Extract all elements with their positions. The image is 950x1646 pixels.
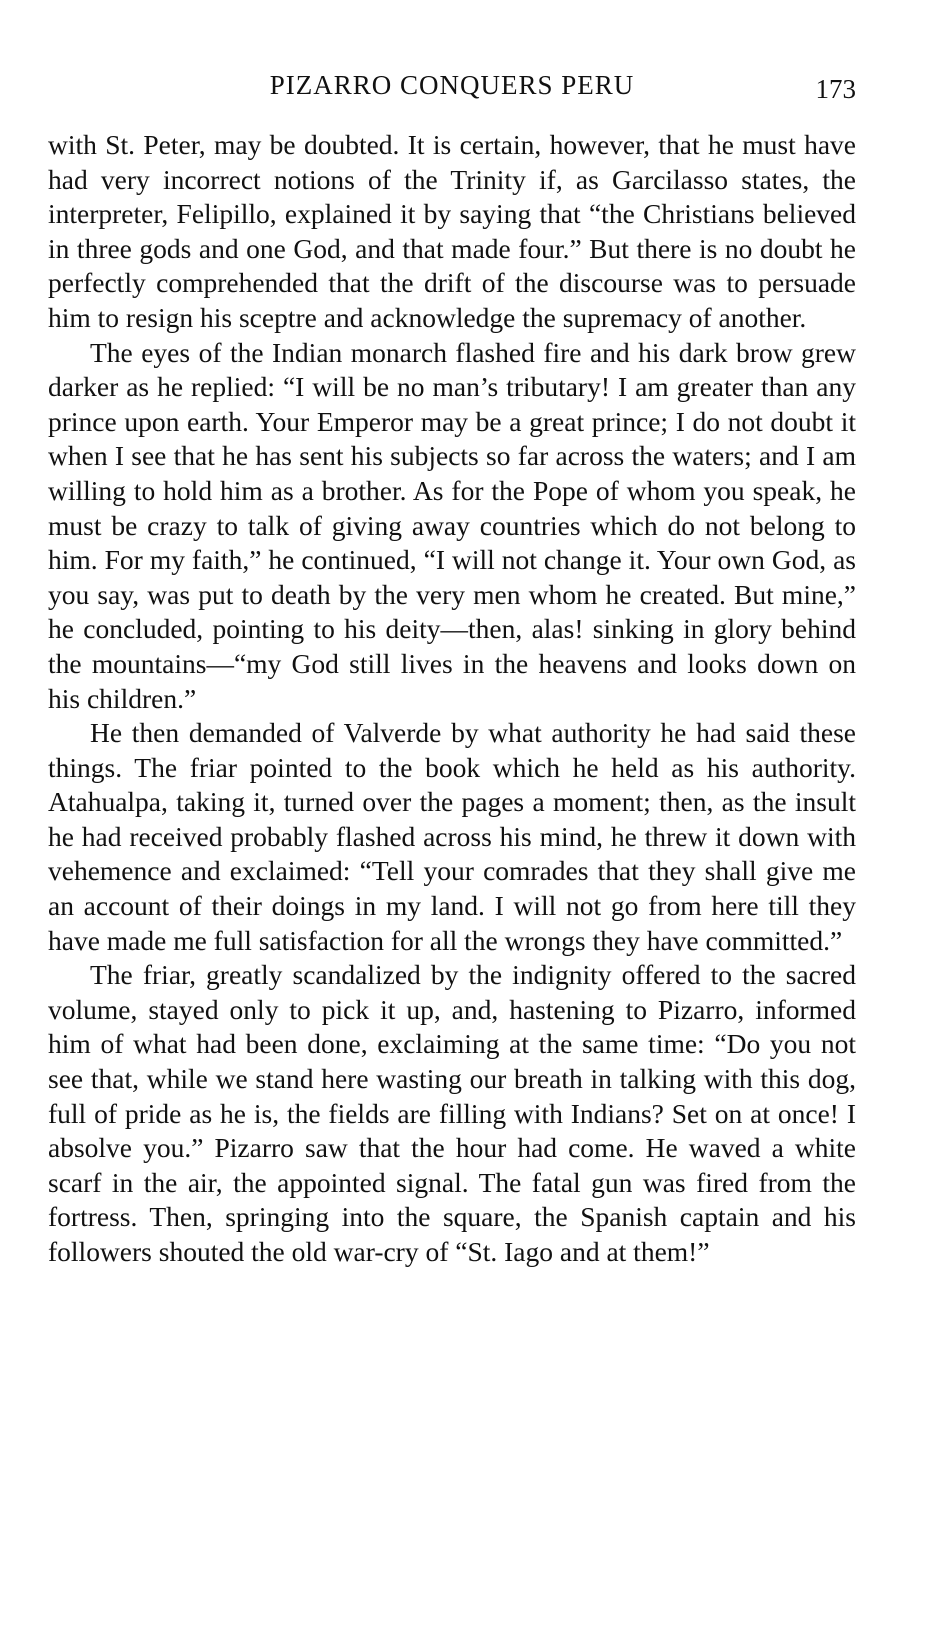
paragraph: He then demanded of Valverde by what authority he had said these things. The friar pointed to the book which he held as his authority. Atahualpa, taking it, turned over the pages a moment; then, as the insult he had received probably flashed across his mind, he threw it down with vehemence and exclaimed: “Tell your comrades that they shall give me an account of their doings in my land. I will not go from here till they have made me full satisfaction for all the wrongs they have committed.” xyxy=(48,717,856,956)
paragraph: with St. Peter, may be doubted. It is certain, however, that he must have had very incorrect notions of the Trinity if, as Garcilasso states, the interpreter, Felipillo, explained it by saying that “the Christians believed in three gods and one God, and that made four.” But there is no doubt he perfectly comprehended that the drift of the discourse was to persuade him to resign his sceptre and acknowledge the supremacy of another. xyxy=(48,129,856,333)
paragraph: The eyes of the Indian monarch flashed fire and his dark brow grew darker as he replied: “I will be no man’s tributary! I am greater than any prince upon earth. Your Emperor may be a great prince; I do not doubt it when I see that he has sent his subjects so far across the waters; and I am willing to hold him as a brother. As for the Pope of whom you speak, he must be crazy to talk of giving away countries which do not belong to him. For my faith,” he continued, “I will not change it. Your own God, as you say, was put to death by the very men whom he created. But mine,” he concluded, pointing to his deity—then, alas! sinking in glory behind the mountains—“my God still lives in the heavens and looks down on his children.” xyxy=(48,336,856,714)
body-text xyxy=(48,128,856,1270)
paragraph: The friar, greatly scandalized by the indignity offered to the sacred volume, stayed only to pick it up, and, hastening to Pizarro, informed him of what had been done, exclaiming at the same time: “Do you not see that, while we stand here wasting our breath in talking with this dog, full of pride as he is, the fields are filling with Indians? Set on at once! I absolve you.” Pizarro saw that the hour had come. He waved a white scarf in the air, the appointed signal. The fatal gun was fired from the fortress. Then, springing into the square, the Spanish captain and his followers shouted the old war-cry of “St. Iago and at them!” xyxy=(48,959,856,1267)
running-title: PIZARRO CONQUERS PERU xyxy=(269,70,635,100)
page-number: 173 xyxy=(815,74,856,104)
running-head xyxy=(48,70,856,110)
